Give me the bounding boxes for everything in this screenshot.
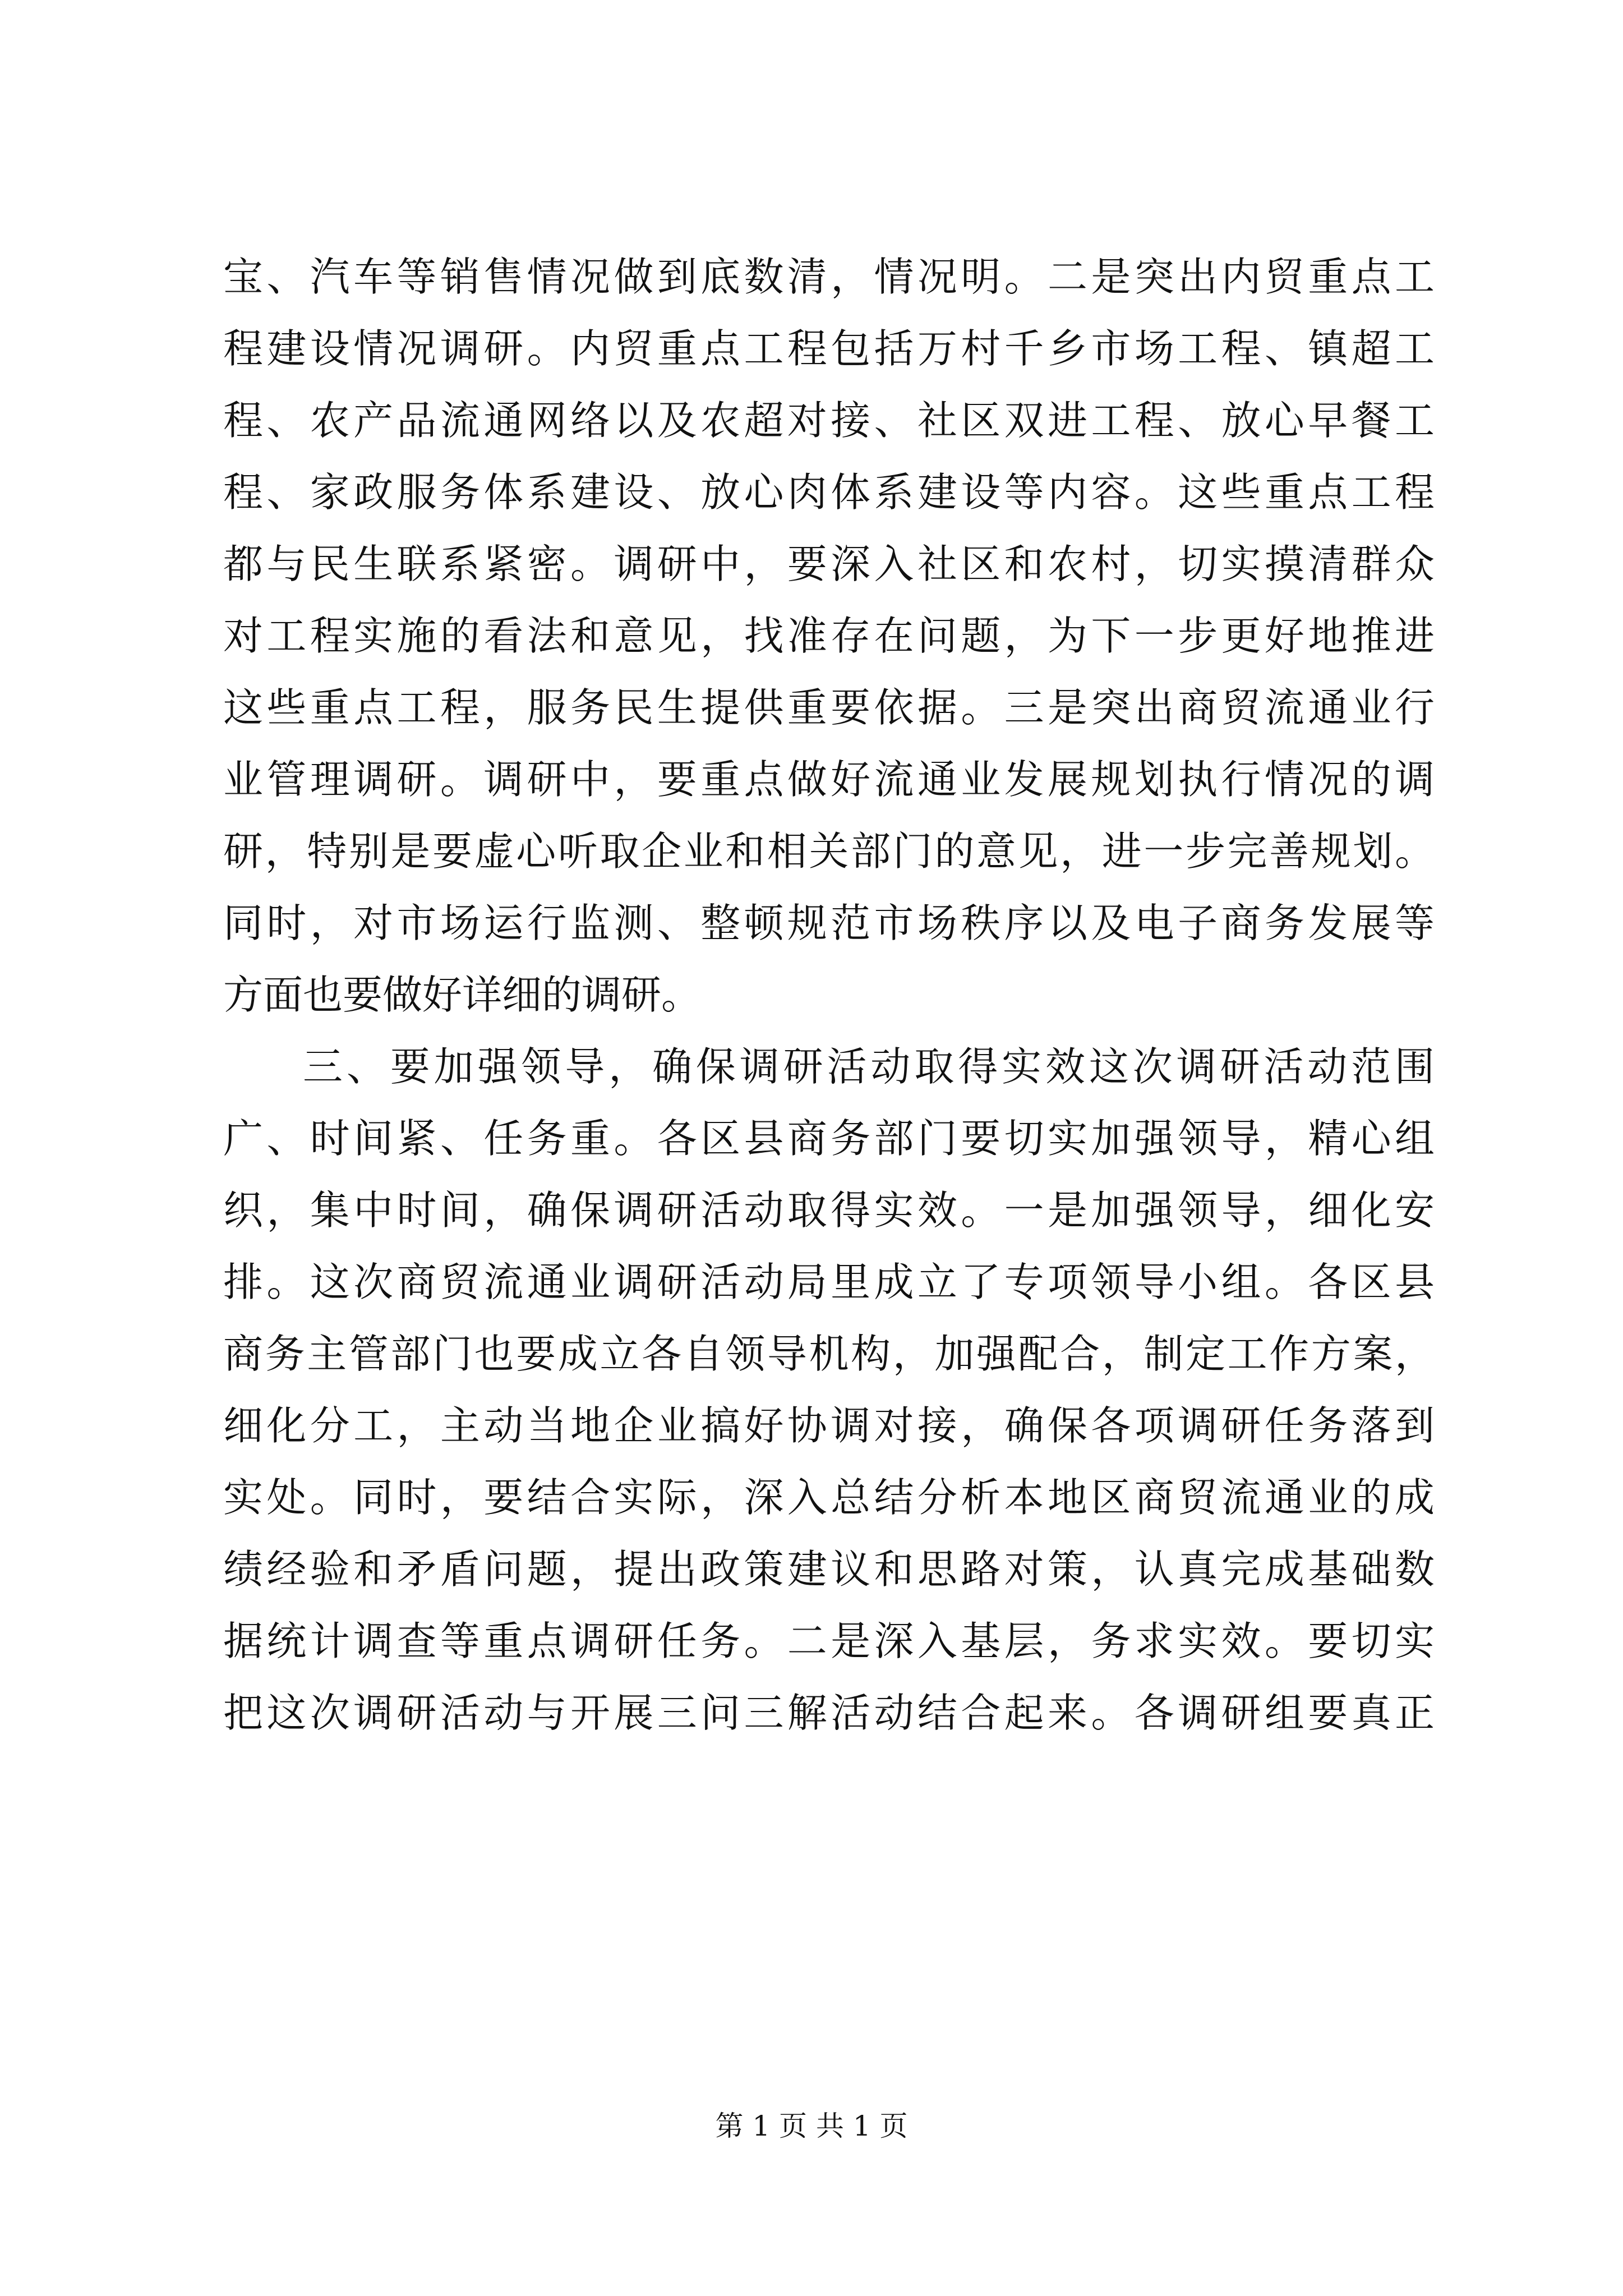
paragraph-2-line-7: 实处。同时，要结合实际，深入总结分析本地区商贸流通业的成 <box>223 1474 1435 1521</box>
paragraph-1-line-2: 程建设情况调研。内贸重点工程包括万村千乡市场工程、镇超工 <box>223 325 1435 372</box>
paragraph-2-line-4: 排。这次商贸流通业调研活动局里成立了专项领导小组。各区县 <box>223 1259 1435 1305</box>
paragraph-1-line-7: 这些重点工程，服务民生提供重要依据。三是突出商贸流通业行 <box>223 684 1435 731</box>
paragraph-1-line-4: 程、家政服务体系建设、放心肉体系建设等内容。这些重点工程 <box>223 469 1435 516</box>
paragraph-2-line-6: 细化分工，主动当地企业搞好协调对接，确保各项调研任务落到 <box>223 1402 1435 1449</box>
paragraph-2-line-2: 广、时间紧、任务重。各区县商务部门要切实加强领导，精心组 <box>223 1115 1435 1162</box>
page-number-label: 第 1 页 共 1 页 <box>715 2110 908 2142</box>
paragraph-1-line-11: 方面也要做好详细的调研。 <box>223 972 702 1018</box>
paragraph-1-line-6: 对工程实施的看法和意见，找准存在问题，为下一步更好地推进 <box>223 613 1435 659</box>
paragraph-1-line-9: 研，特别是要虚心听取企业和相关部门的意见，进一步完善规划。 <box>223 828 1435 875</box>
paragraph-2-line-9: 据统计调查等重点调研任务。二是深入基层，务求实效。要切实 <box>223 1618 1435 1664</box>
paragraph-2-line-8: 绩经验和矛盾问题，提出政策建议和思路对策，认真完成基础数 <box>223 1546 1435 1593</box>
paragraph-1-line-8: 业管理调研。调研中，要重点做好流通业发展规划执行情况的调 <box>223 756 1435 803</box>
paragraph-1-line-5: 都与民生联系紧密。调研中，要深入社区和农村，切实摸清群众 <box>223 541 1435 587</box>
page-footer <box>0 2109 1623 2143</box>
document-body <box>223 241 1435 1749</box>
paragraph-1-line-10: 同时，对市场运行监测、整顿规范市场秩序以及电子商务发展等 <box>223 900 1435 946</box>
paragraph-2-line-3: 织，集中时间，确保调研活动取得实效。一是加强领导，细化安 <box>223 1187 1435 1234</box>
paragraph-1-line-1: 宝、汽车等销售情况做到底数清，情况明。二是突出内贸重点工 <box>223 254 1435 300</box>
paragraph-2-line-5: 商务主管部门也要成立各自领导机构，加强配合，制定工作方案， <box>223 1331 1435 1377</box>
paragraph-2-line-1: 三、要加强领导，确保调研活动取得实效这次调研活动范围 <box>303 1043 1435 1090</box>
paragraph-1-line-3: 程、农产品流通网络以及农超对接、社区双进工程、放心早餐工 <box>223 397 1435 444</box>
paragraph-2-line-10: 把这次调研活动与开展三问三解活动结合起来。各调研组要真正 <box>223 1690 1435 1736</box>
